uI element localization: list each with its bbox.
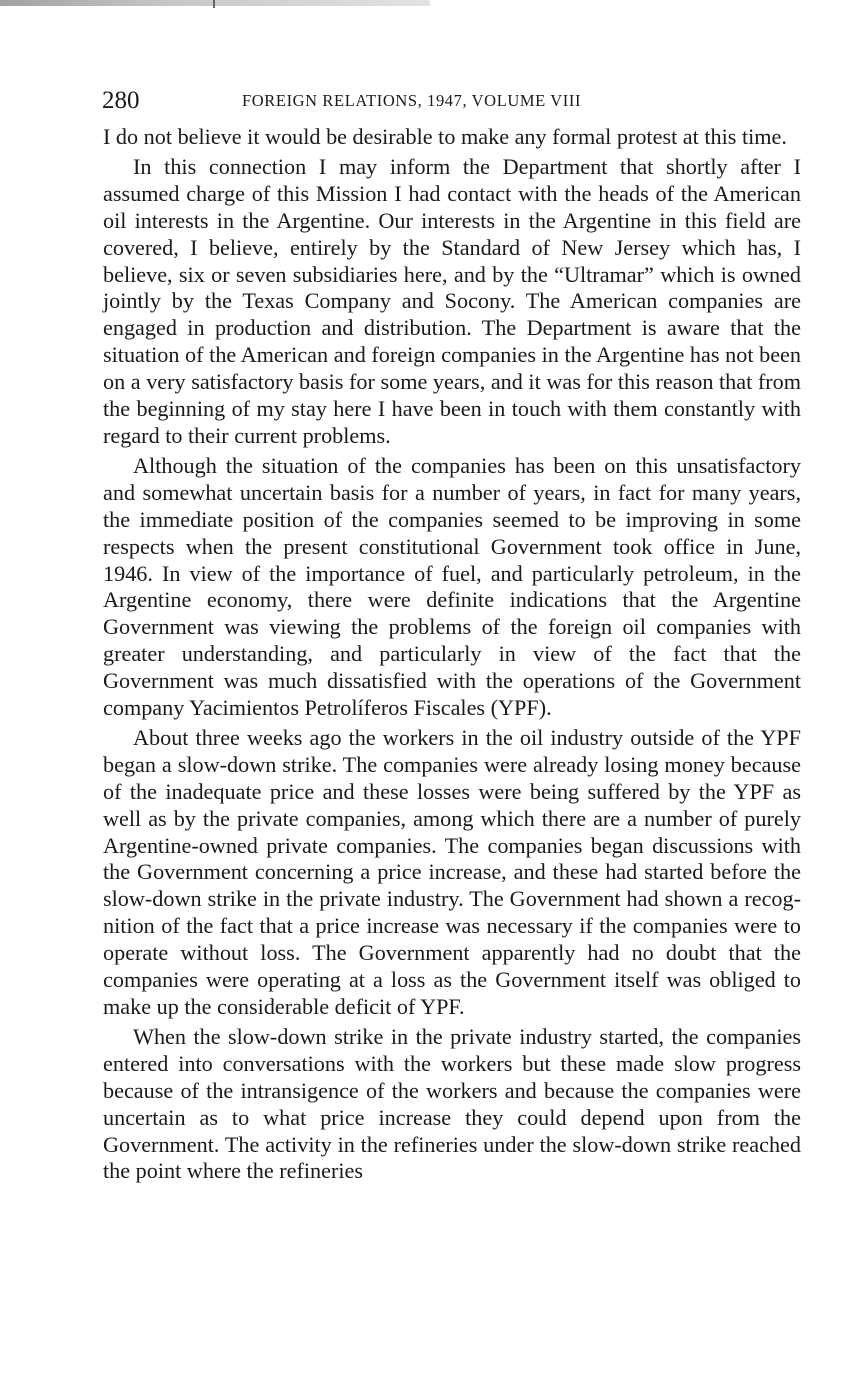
- body-text: [103, 124, 801, 1188]
- paragraph: Although the situation of the companies has been on this unsatisfactory and somewhat uncertain basis for a number of years, in fact for many years, the immediate position of the companies seemed to be improving in some respects when the present constitutional Government took office in June, 1946. In view of the importance of fuel, and particularly petroleum, in the Argentine economy, there were definite indications that the Argentine Government was viewing the problems of the foreign oil companies with greater understanding, and particularly in view of the fact that the Government was much dissatisfied with the operations of the Government company Yacimientos Petrolíferos Fiscales (YPF).: [103, 452, 801, 721]
- scan-edge-shadow: [0, 0, 430, 6]
- paragraph: In this connection I may inform the Department that shortly after I assumed charge of this Mission I had contact with the heads of the American oil interests in the Argentine. Our interests in the Argentine in this field are covered, I believe, entirely by the Standard of New Jersey which has, I believe, six or seven subsidiaries here, and by the “Ultramar” which is owned jointly by the Texas Company and Socony. The American companies are engaged in production and distribution. The Department is aware that the situation of the American and foreign companies in the Argentine has not been on a very satisfactory basis for some years, and it was for this reason that from the beginning of my stay here I have been in touch with them constantly with regard to their current problems.: [103, 153, 801, 448]
- running-title: FOREIGN RELATIONS, 1947, VOLUME VIII: [242, 91, 582, 110]
- paragraph: About three weeks ago the workers in the oil industry outside of the YPF began a slow-down strike. The companies were already losing money because of the inadequate price and these losses were being suffered by the YPF as well as by the private companies, among which there are a number of purely Argentine-owned private companies. The companies began discussions with the Government concerning a price increase, and these had started before the slow-down strike in the private industry. The Government had shown a recognition of the fact that a price increase was necessary if the companies were to operate without loss. The Government apparently had no doubt that the companies were operating at a loss as the Government itself was obliged to make up the considerable deficit of YPF.: [103, 724, 801, 1019]
- running-header: [102, 86, 802, 116]
- page-number: 280: [102, 87, 140, 114]
- scan-edge-mark: [213, 0, 215, 8]
- paragraph: I do not believe it would be desirable to make any formal protest at this time.: [103, 124, 787, 149]
- paragraph: When the slow-down strike in the private industry started, the companies entered into conversations with the workers but these made slow progress because of the intransigence of the workers and because the companies were uncertain as to what price increase they could depend upon from the Government. The activity in the refineries under the slow-down strike reached the point where the refineries: [103, 1023, 801, 1184]
